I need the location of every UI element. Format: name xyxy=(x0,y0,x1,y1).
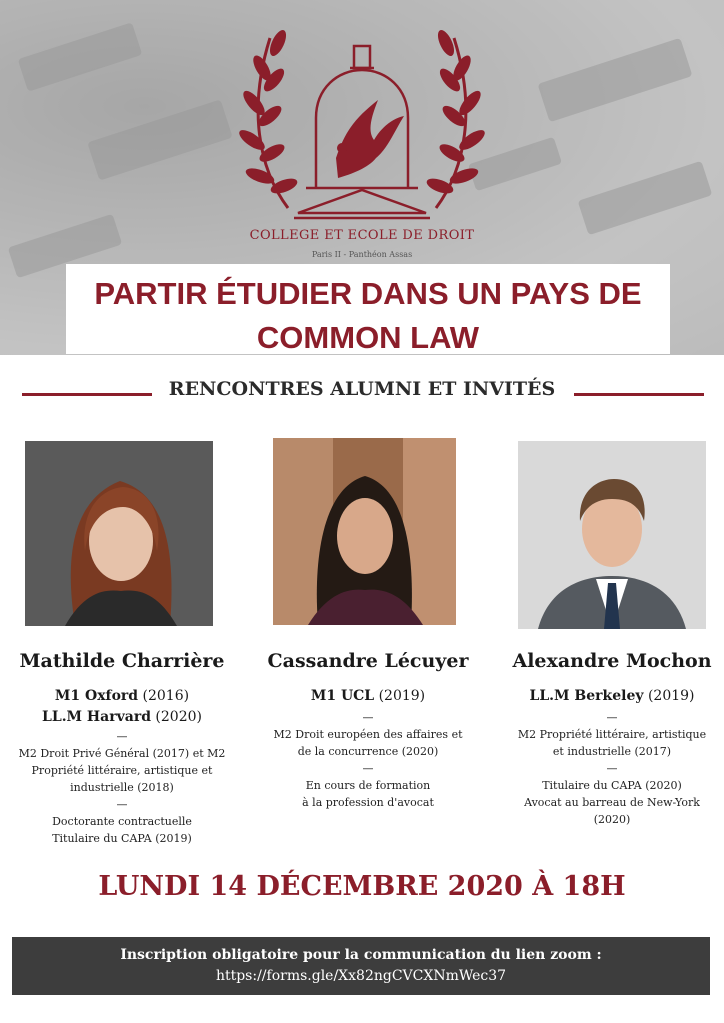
college-crest-logo xyxy=(218,8,506,240)
speaker-detail: M2 Droit Privé Général (2017) et M2 xyxy=(18,747,226,760)
speaker-degree xyxy=(248,686,488,707)
registration-link[interactable]: https://forms.gle/Xx82ngCVCXNmWec37 xyxy=(215,968,507,984)
separator: — xyxy=(606,762,618,775)
speaker-detail: Propriété littéraire, artistique et xyxy=(31,764,213,777)
degree-year: (2016) xyxy=(138,688,190,704)
speaker-detail: Doctorante contractuelle xyxy=(52,815,192,828)
degree-year: (2020) xyxy=(150,709,202,725)
speaker-detail: M2 Droit européen des affaires et xyxy=(273,728,463,741)
separator: — xyxy=(362,762,374,775)
speaker-detail: et industrielle (2017) xyxy=(552,745,672,758)
degree-title: M1 Oxford xyxy=(54,688,139,704)
speaker-degree xyxy=(2,707,242,728)
section-subtitle xyxy=(0,378,724,400)
separator: — xyxy=(116,798,128,811)
event-date: LUNDI 14 DÉCEMBRE 2020 À 18H xyxy=(98,871,626,902)
speaker-name: Alexandre Mochon xyxy=(512,650,712,672)
speaker-detail: Avocat au barreau de New-York xyxy=(524,796,700,809)
speaker-card-3 xyxy=(492,648,724,828)
speaker-detail: de la concurrence (2020) xyxy=(297,745,439,758)
speaker-photo-2 xyxy=(273,438,456,625)
college-subtitle: Paris II - Panthéon Assas xyxy=(311,250,413,259)
speaker-card-2 xyxy=(248,648,488,811)
speaker-card-1 xyxy=(2,648,242,847)
degree-year: (2019) xyxy=(643,688,695,704)
separator: — xyxy=(116,730,128,743)
speaker-detail: En cours de formation xyxy=(305,779,431,792)
registration-text: Inscription obligatoire pour la communication du lien zoom : xyxy=(120,947,602,963)
speaker-degree xyxy=(2,686,242,707)
separator: — xyxy=(362,711,374,724)
registration-footer xyxy=(12,937,710,995)
speaker-photo-1 xyxy=(25,441,213,626)
speaker-detail: industrielle (2018) xyxy=(70,781,174,794)
speaker-detail: M2 Propriété littéraire, artistique xyxy=(517,728,707,741)
degree-title: LL.M Berkeley xyxy=(529,688,644,704)
degree-title: LL.M Harvard xyxy=(42,709,151,725)
page-title xyxy=(66,272,670,360)
title-line-1: PARTIR ÉTUDIER DANS UN PAYS DE xyxy=(94,276,642,311)
speaker-detail: (2020) xyxy=(593,813,631,826)
speaker-detail: Titulaire du CAPA (2020) xyxy=(542,779,682,792)
speaker-photo-3 xyxy=(518,441,706,629)
degree-year: (2019) xyxy=(374,688,426,704)
degree-title: M1 UCL xyxy=(310,688,375,704)
separator: — xyxy=(606,711,618,724)
section-subtitle-text: RENCONTRES ALUMNI ET INVITÉS xyxy=(163,378,561,400)
speaker-name: Mathilde Charrière xyxy=(19,650,225,672)
speaker-detail: Titulaire du CAPA (2019) xyxy=(52,832,192,845)
speaker-detail: à la profession d'avocat xyxy=(302,796,434,809)
speaker-name: Cassandre Lécuyer xyxy=(267,650,469,672)
college-name: COLLEGE ET ECOLE DE DROIT xyxy=(249,228,475,243)
speaker-degree xyxy=(492,686,724,707)
title-line-2: COMMON LAW xyxy=(256,320,480,355)
